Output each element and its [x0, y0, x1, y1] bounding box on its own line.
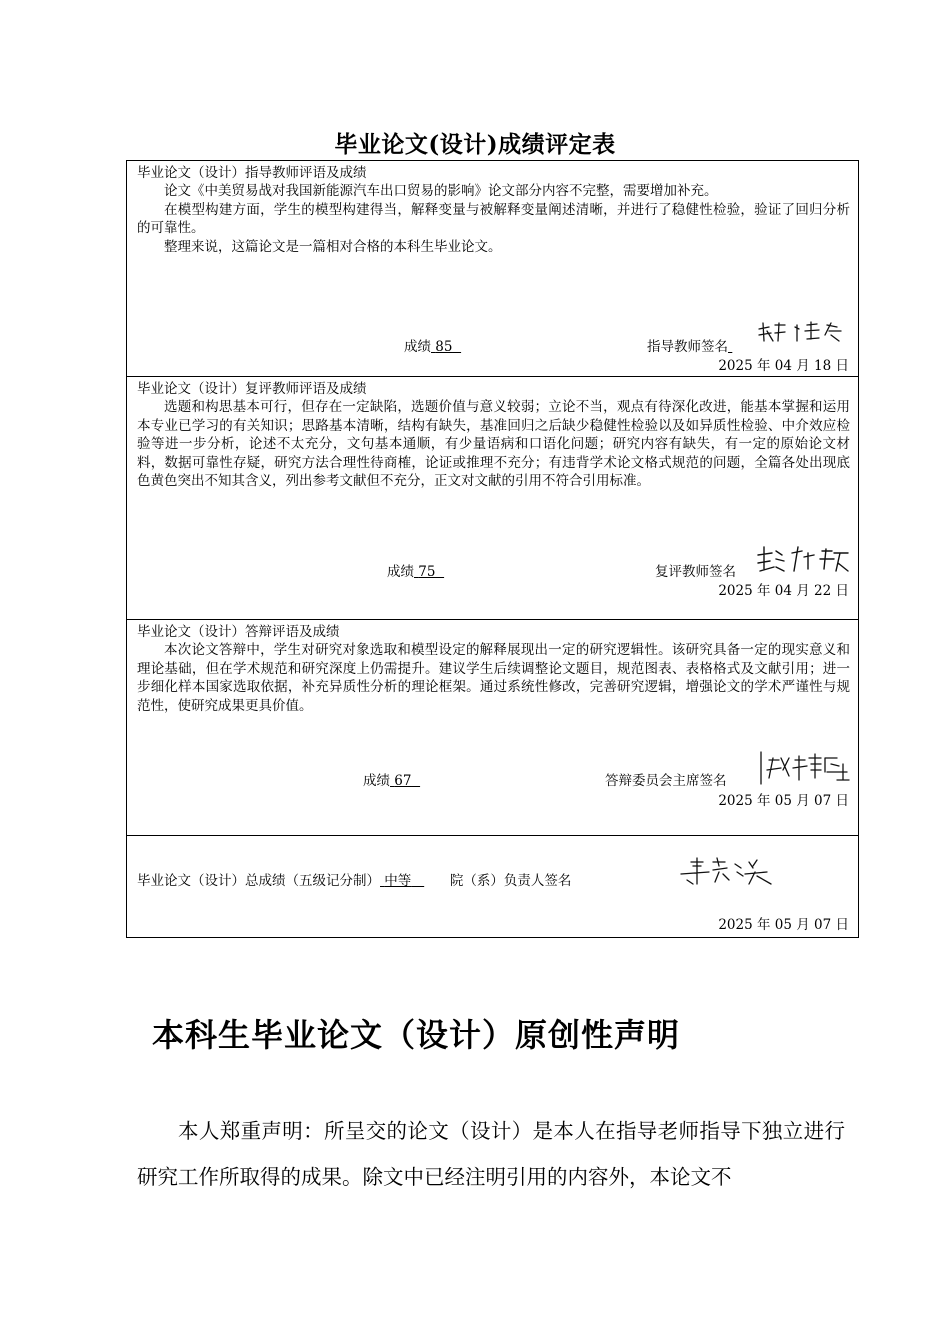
reviewer-grade-value: 75 [418, 564, 436, 580]
dean-signature-image [679, 854, 779, 888]
defense-grade [363, 772, 420, 790]
defense-comments [137, 641, 850, 715]
advisor-heading: 毕业论文（设计）指导教师评语及成绩 [137, 165, 367, 181]
advisor-comments [137, 182, 850, 256]
total-grade-value: 中等 [384, 873, 412, 889]
defense-paragraph: 本次论文答辩中，学生对研究对象选取和模型设定的解释展现出一定的研究逻辑性。该研究具备一定的现实意义和理论基础，但在学术规范和研究深度上仍需提升。建议学生后续调整论文题目，规范图表、表格格式及文献引用；进一步细化样本国家选取依据，补充异质性分析的理论框架。通过系统性修改，完善研究逻辑，增强论文的学术严谨性与规范性，使研究成果更具价值。 [137, 642, 850, 714]
total-grade-row [137, 872, 571, 890]
advisor-grade-label: 成绩 [404, 339, 431, 355]
advisor-signature-image [755, 319, 851, 349]
advisor-paragraph: 整理来说，这篇论文是一篇相对合格的本科生毕业论文。 [164, 238, 502, 255]
defense-grade-value: 67 [394, 773, 412, 789]
reviewer-grade-label: 成绩 [387, 564, 414, 580]
page-title: 毕业论文(设计)成绩评定表 [334, 131, 616, 158]
defense-date: 2025 年 05 月 07 日 [718, 793, 849, 809]
defense-heading: 毕业论文（设计）答辩评语及成绩 [137, 624, 340, 640]
reviewer-comments [137, 398, 850, 491]
total-date: 2025 年 05 月 07 日 [718, 917, 849, 933]
total-section [127, 836, 858, 937]
defense-grade-label: 成绩 [363, 773, 390, 789]
total-grade-label: 毕业论文（设计）总成绩（五级记分制） [137, 873, 380, 889]
advisor-grade-value: 85 [435, 339, 453, 355]
declaration-body [137, 1108, 845, 1200]
reviewer-paragraph: 选题和构思基本可行，但存在一定缺陷，选题价值与意义较弱；立论不当，观点有待深化改进，能基本掌握和运用本专业已学习的有关知识；思路基本清晰，结构有缺失，基准回归之后缺少稳健性检验以及如异质性检验、中介效应检验等进一步分析，论述不太充分，文句基本通顺，有少量语病和口语化问题；研究内容有缺失，有一定的原始论文材料，数据可靠性存疑，研究方法合理性待商榷，论证或推理不充分；有违背学术论文格式规范的问题，全篇各处出现底色黄色突出不知其含义，列出参考文献但不充分，正文对文献的引用不符合引用标准。 [137, 399, 850, 489]
reviewer-signature-image [754, 543, 852, 577]
declaration-paragraph: 本人郑重声明：所呈交的论文（设计）是本人在指导老师指导下独立进行研究工作所取得的成果。除文中已经注明引用的内容外，本论文不 [137, 1119, 845, 1189]
reviewer-heading: 毕业论文（设计）复评教师评语及成绩 [137, 381, 367, 397]
grade-evaluation-table [126, 160, 859, 938]
advisor-grade [404, 338, 461, 356]
defense-sign-label: 答辩委员会主席签名 [605, 773, 727, 789]
defense-signature-image [759, 750, 855, 786]
defense-section [127, 620, 858, 836]
advisor-date: 2025 年 04 月 18 日 [718, 358, 849, 374]
reviewer-grade [387, 563, 444, 581]
advisor-paragraph: 在模型构建方面，学生的模型构建得当，解释变量与被解释变量阐述清晰，并进行了稳健性检验，验证了回归分析的可靠性。 [137, 201, 850, 236]
advisor-paragraph: 论文《中美贸易战对我国新能源汽车出口贸易的影响》论文部分内容不完整，需要增加补充。 [164, 183, 718, 199]
advisor-section [127, 161, 858, 377]
dean-sign-label: 院（系）负责人签名 [449, 873, 572, 889]
reviewer-sign-label: 复评教师签名 [655, 564, 736, 580]
declaration-title: 本科生毕业论文（设计）原创性声明 [152, 1016, 681, 1054]
reviewer-date: 2025 年 04 月 22 日 [718, 583, 849, 599]
advisor-sign-label: 指导教师签名 [647, 339, 728, 355]
reviewer-section [127, 377, 858, 620]
